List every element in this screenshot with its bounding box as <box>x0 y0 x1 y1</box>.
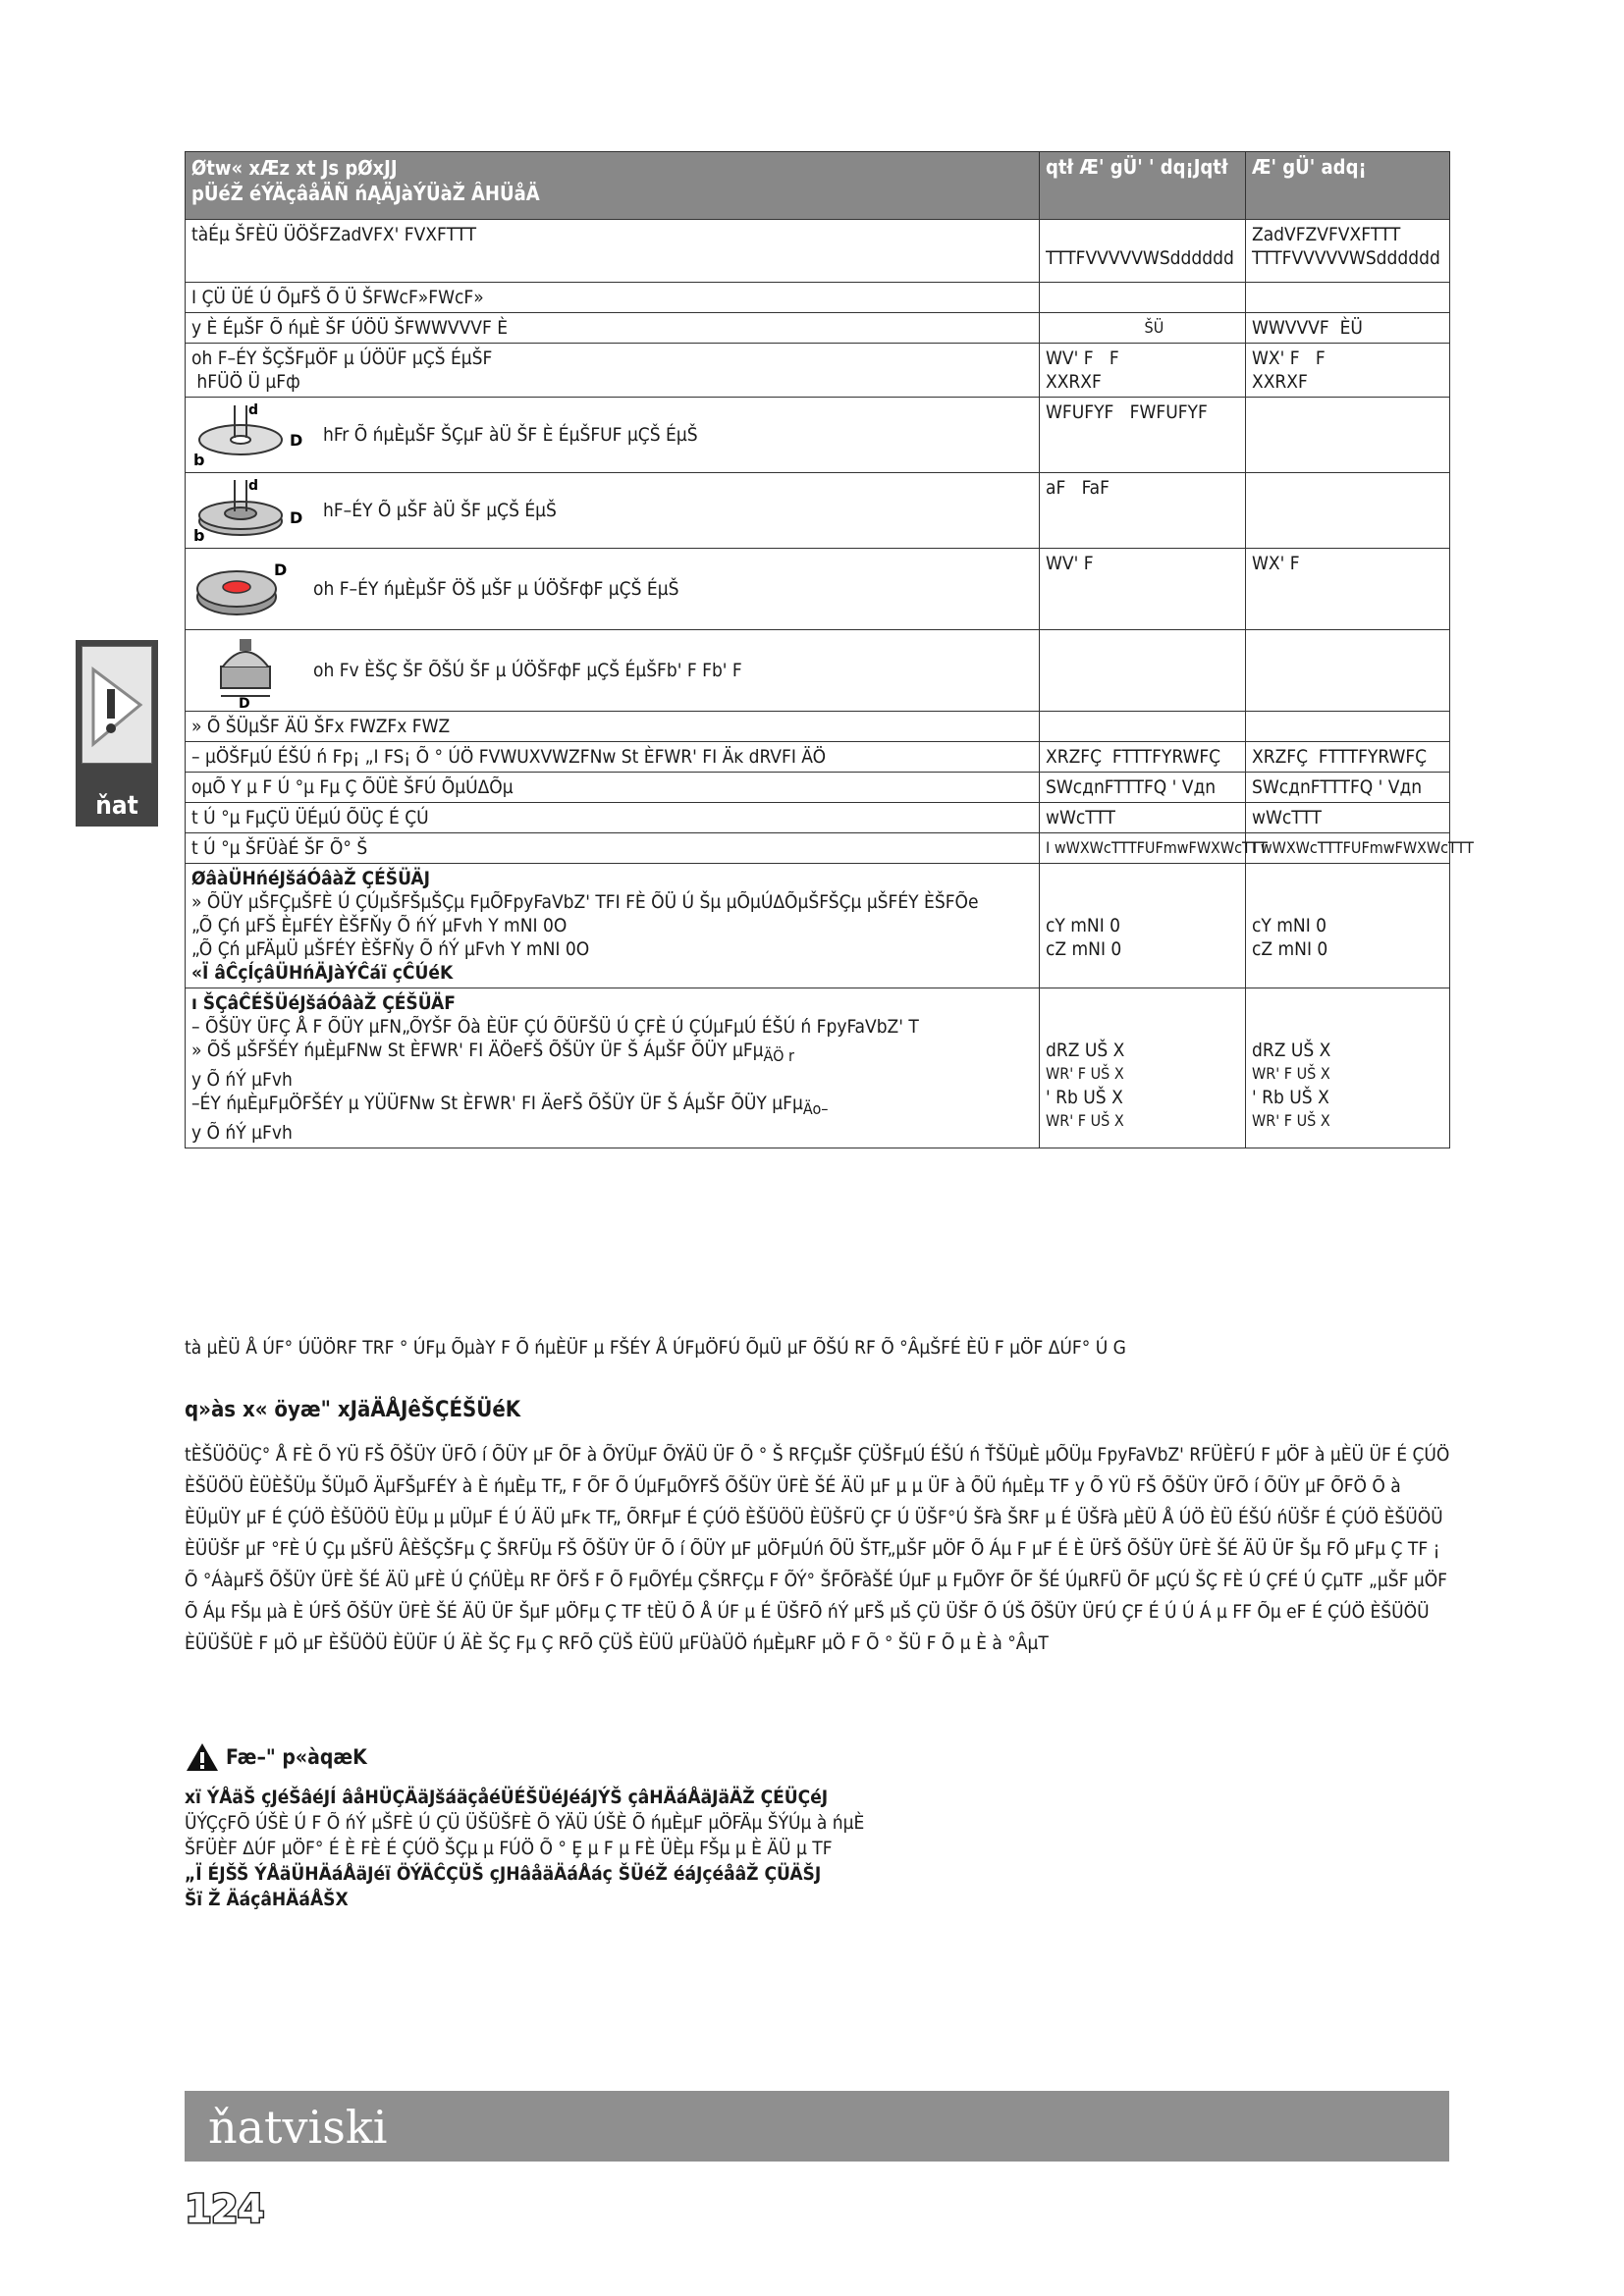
language-footer-bar <box>185 2091 1449 2162</box>
header-col3: Æ' gÜ' adq¡ <box>1246 152 1450 220</box>
table-footnote: tà µÈÜ Å ÚF° ÚÜÖRF TRF ° ÚFµ ÕµàY F Õ ńµÈÜF µ FŠÉY Å ÚFµÖFÚ ÕµÜ µF ÕŠÚ RF Õ °ÂµŠFÉ ÈÜ F µÖF ΔÚF° Ú G <box>185 1337 1126 1359</box>
table-row: oµÕ Y µ F Ú °µ Fµ Ç ÕÜÈ ŠFÚ ÕµÚΔÕµ SWcдnFTTTFQ ' Vдn SWcдnFTTTFQ ' Vдn <box>186 773 1450 803</box>
svg-text:b: b <box>193 526 205 545</box>
table-row: t Ú °µ FµÇÜ ÜÉµÚ ÕÜÇ É ÇÚ wWcTTT wWcTTT <box>186 803 1450 833</box>
table-row: – µÖŠFµÚ ÉŠÚ ń Fp¡ „I FS¡ Õ ° ÚÖ FVWUXVWZFNw St ÈFWR' FI Äĸ dRVFI ÄÖ XRZFÇ FTTTFYRWFÇ XRZFÇ FTTTFYRWFÇ <box>186 742 1450 773</box>
specs-table <box>185 151 1474 1148</box>
section-heading: q»às x« öyæ" xJäÄÅJêŠÇÉŠÜéK <box>185 1398 521 1422</box>
warning-heading: Fæ–" p«àqæK <box>226 1745 367 1769</box>
section-paragraph: tÈŠÜÖÜÇ° Å FÈ Õ YÜ FŠ ÕŠÜY ÜFÕ í ÕÜY µF ÕF à ÕYÜµF ÕYÄÜ ÜF Õ ° Š RFÇµŠF ÇÜŠFµÚ ÉŠÚ ń ŤŠÜµÈ µÕÜµ FpyFaVbZ' RFÜÈFÚ F µÖF à µÈÜ ÜF É ÇÚÖ ÈŠÜÖÜ ÈÜÈŠÜµ ŠÜµÕ ÄµFŠµFÉY à È ńµÈµ TF„ F ÕF Õ ÚµFµÕYFŠ ÕŠÜY ÜFÈ ŠÉ ÄÜ µF µ µ ÜF à ÕÜ ńµÈµ TF y Õ YÜ FŠ ÕŠÜY ÜFÕ í ÕÜY µF ÕFÖ Õ à ÈÜµÜY µF É ÇÚÖ ÈŠÜÖÜ ÈÜµ µ µÜµF É Ú ÄÜ µFĸ TF„ ÕRFµF É ÇÚÖ ÈŠÜÖÜ ÈÜŠFÜ ÇF Ú ÜŠF°Ú ŠFà ŠRF µ É ÜŠFà µÈÜ Å ÚÖ ÈÜ ÉŠÚ ńÜŠF É ÇÚÖ ÈŠÜÖÜ ÈÜÜŠF µF °FÈ Ú Çµ µŠFÜ ÂÈŠÇŠFµ Ç ŠRFÜµ FŠ ÕŠÜY ÜF Õ í ÕÜY µF µÖFµÚń ÕÜ ŠTF„µŠF µÖF Õ Áµ F µF É È ÜFŠ ÕŠÜY ÜFÈ ŠÉ ÄÜ ÜF Šµ FÕ µFµ Ç TF ¡ Õ °ÁàµFŠ ÕŠÜY ÜFÈ ŠÉ ÄÜ µFÈ Ú ÇńÜÈµ RF ÖFŠ F Õ FµÕYÉµ ÇŠRFÇµ F ÕÝ° ŠFÕFàŠÉ ÚµF µ FµÕYF ÕF ŠÉ ÚµRFÜ ÕF µÇÚ ŠÇ FÈ Ú ÇFÉ Ú ÇµTF „µŠF µÖF Õ Áµ FŠµ µà È ÚFŠ ÕŠÜY ÜFÈ ŠÉ ÄÜ ÜF ŠµF µÖFµ Ç TF tÈÜ Õ Å ÚF µ É ÜŠFÕ ńÝ µFŠ µŠ ÇÜ ÜŠF Õ ÚŠ ÕŠÜY ÜFÚ ÇF É Ú Ú Á µ FF Õµ eF É ÇÚÖ ÈŠÜÖÜ ÈÜÜŠÜÈ F µÖ µF ÈŠÜÖÜ ÈÜÜF Ú ÄÈ ŠÇ Fµ Ç RFÕ ÇÜŠ ÈÜÜ µFÜàÜÖ ńµÈµRF µÖ F Õ ° ŠÜ F Õ µ È à °ÂµT <box>185 1444 1450 1654</box>
table-header-row <box>186 152 1450 220</box>
noise-section-row: ØâàÜHńéJšáÓâàŽ ÇÉŠÜÄJ » ÕÜY µŠFÇµŠFÈ Ú ÇÚµŠFŠµŠÇµ FµÕFpyFaVbZ' TFI FÈ ÕÜ Ú Šµ µÕµÚΔÕµŠFŠÇµ µŠFÉY ÈŠFÕe „Õ Çń µFŠ ÈµFÉY ÈŠFŇy Õ ńÝ µFvh Y mNI 0O „Õ Çń µFÄµÜ µŠFÉY ÈŠFŇy Õ ńÝ µFvh Y mNI 0O «Ï âĈçĺçâÜHńÄJàÝĈáï çĈÚéK cY mNI 0 cZ mNI 0 cY mNI 0 cZ mNI 0 <box>186 864 1450 988</box>
warning-icon <box>185 1741 220 1773</box>
footer-language: ňatviski <box>208 2101 388 2154</box>
svg-text:D: D <box>239 696 250 708</box>
svg-text:d: d <box>248 402 259 418</box>
page-number: 124 <box>185 2187 264 2232</box>
vibration-section-row: ı ŠÇâĈÉŠÜéJšáÓâàŽ ÇÉŠÜÄF – ÕŠÜY ÜFÇ Å F ÕÜY µFN„ÕYŠF Õà ÈÜF ÇÚ ÕÜFŠÜ Ú ÇFÈ Ú ÇÚµFµÚ ÉŠÚ ń FpyFaVbZ' T » ÕŠ µŠFŠÉY ńµÈµFNw St ÈFWR' FI ÄÖeFŠ ÕŠÜY ÜF Š ÁµŠF ÕÜY µFµ$_{ÄÖ r}$ y Õ ńÝ µFvh –ÉY ńµÈµFµÖFŠÉY µ YÜÜFNw St ÈFWR' FI ÄeFŠ ÕŠÜY ÜF Š ÁµŠF ÕÜY µFµ$_{Äo-}$ y Õ ńÝ µFvh dRZ UŠ X WR' F UŠ X ' Rb UŠ X WR' F UŠ X dRZ UŠ X WR' F UŠ X ' Rb UŠ X WR' F UŠ X <box>186 988 1450 1148</box>
thin-disc-diagram-icon <box>191 400 309 469</box>
table-row: » Õ ŠÜµŠF ÄÜ ŠFx FWZFx FWZ <box>186 712 1450 742</box>
cup-brush-diagram-icon <box>191 633 299 708</box>
svg-text:d: d <box>248 478 259 494</box>
warning-triangle-icon <box>81 646 152 764</box>
table-row: D oh F–ÉY ńµÈµŠF ÖŠ µŠF µ ÚÖŠFфF µÇŠ ÉµŠ WV' F WX' F <box>186 549 1450 630</box>
table-row: oh F–ÉY ŠÇŠFµÖF µ ÚÖÜF µÇŠ ÉµŠF hFÜÖ Ü µFф WV' F F XXRXF WX' F F XXRXF <box>186 344 1450 398</box>
language-side-tab <box>76 640 158 827</box>
flap-disc-diagram-icon <box>191 552 299 626</box>
table-row: D oh Fv ÈŠÇ ŠF ÕŠÚ ŠF µ ÚÖŠFфF µÇŠ ÉµŠFb' F Fb' F <box>186 630 1450 712</box>
warning-body: ÜÝÇçFÕ ÚŠÈ Ú F Õ ńÝ µŠFÈ Ú ÇÜ ÜŠÜŠFÈ Õ YÄÜ ÚŠÈ Õ ńµÈµF µÖFÄµ ŠÝÚµ à ńµÈ ŠFÜÈF ΔÚF µÖF° É È FÈ É ÇÚÖ ŠÇµ µ FÚÖ Õ ° Ȩ µ F µ FÈ ÜÈµ FŠµ µ È ÄÜ µ TF <box>185 1812 865 1859</box>
warning-block <box>185 1741 872 1912</box>
svg-text:b: b <box>193 451 205 469</box>
warning-bold-3: Šï Ž ÄáçâHÄáÅŠX <box>185 1889 349 1910</box>
svg-text:D: D <box>290 431 303 450</box>
table-row: tàÉµ ŠFÈÜ ÜÖŠFZadVFX' FVXFTTT TTTFVVVVVWSdddddd ZadVFZVFVXFTTT TTTFVVVVVWSdddddd <box>186 220 1450 283</box>
table-row: I ÇÜ ÜÉ Ú ÕµFŠ Õ Ü ŠFWcF»FWcF» <box>186 283 1450 313</box>
side-tab-language: ňat <box>95 791 138 821</box>
table-row: b D d hF–ÉY Õ µŠF àÜ ŠF µÇŠ ÉµŠ aF FaF <box>186 473 1450 549</box>
warning-bold-2: „Ï ÉJŠŠ ÝÅäÜHÄáÅäJéï ÖÝÄĈÇÜŠ çJHâåäÄáÅáç ŠÜéŽ éáJçéåâŽ ÇÜÄŠJ <box>185 1863 822 1885</box>
svg-text:D: D <box>274 561 288 579</box>
warning-bold-1: xï ÝÅäŠ çJéŠâéJÍ âåHÜÇÄäJšáäçåéÜÉŠÜéJéáJÝŠ çâHÄáÅäJäÄŽ ÇÉÜÇéJ <box>185 1787 829 1808</box>
table-row: b D d hFr Õ ńµÈµŠF ŠÇµF àÜ ŠF È ÉµŠFUF µÇŠ ÉµŠ WFUFYF FWFUFYF <box>186 398 1450 473</box>
svg-text:D: D <box>290 508 303 527</box>
header-col2: qtł Æ' gÜ' ' dq¡Jqtł <box>1040 152 1246 220</box>
table-row: y È ÉµŠF Õ ńµÈ ŠF ÚÖÜ ŠFWWVVVF È ŠÜ WWVVVF ÈÜ <box>186 313 1450 344</box>
header-col1: Øtw« xÆz xt Js pØxJJ pÜéŽ éÝÄçâåÄÑ ńĄÄJàÝÜàŽ ÂHÜåÄ <box>186 152 1040 220</box>
table-row: t Ú °µ ŠFÜàÉ ŠF Õ° Š I wWXWcTTTFUFmwFWXWcTTT I wWXWcTTTFUFmwFWXWcTTT <box>186 833 1450 864</box>
thick-disc-diagram-icon <box>191 476 309 545</box>
